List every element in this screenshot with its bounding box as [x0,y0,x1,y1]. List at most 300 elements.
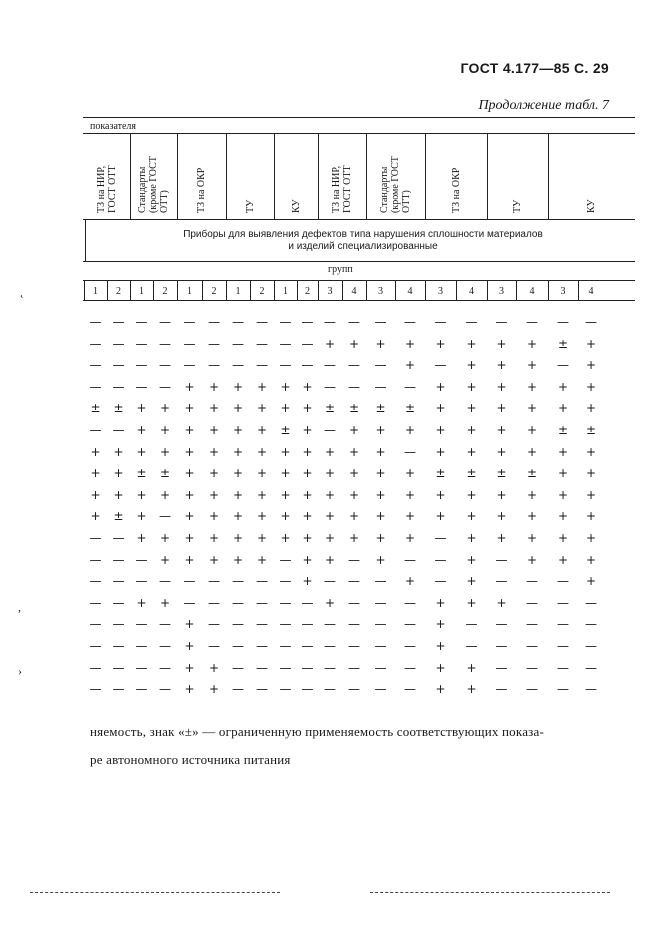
table-cell: + [184,509,195,524]
table-cell: + [526,487,538,502]
table-cell: — [465,315,478,329]
group-number: 3 [438,286,443,297]
table-cell: + [208,660,220,675]
table-cell: — [208,595,220,610]
table-cell: + [324,336,336,351]
table-cell: — [557,682,569,697]
group-column-divider [318,281,319,300]
table-cell: + [557,509,569,524]
table-cell: — [557,660,569,675]
table-cell: + [90,509,101,524]
table-cell: + [208,444,220,459]
table-cell: — [526,682,538,697]
table-cell: + [324,466,336,481]
table-cell: — [232,358,244,373]
doc-column-divider [487,133,488,219]
table-cell: + [466,595,477,610]
table-cell: — [89,315,102,329]
table-cell: — [585,595,597,610]
table-cell: + [256,401,268,416]
table-cell: + [526,379,538,394]
table-cell: — [256,617,268,632]
table-cell: — [434,574,447,589]
table-cell: + [232,487,244,502]
table-cell: + [435,660,446,675]
table-cell: — [301,617,314,632]
table-cell: + [526,401,538,416]
table-cell: + [375,531,386,545]
table-cell: + [585,401,597,416]
table-cell: + [324,487,336,502]
table-cell: + [585,379,597,394]
table-cell: — [348,682,360,697]
group-column-divider [274,281,275,300]
table-cell: + [280,401,291,416]
footnote-line2: ре автономного источника питания [90,752,291,767]
table-cell: — [135,336,148,351]
table-cell: + [348,444,360,459]
table-cell: — [557,315,569,329]
table-cell: + [184,682,195,697]
table-cell: + [435,444,446,459]
table-cell: — [135,660,148,675]
table-continuation-label: Продолжение табл. 7 [478,98,609,113]
table-cell: — [112,595,125,610]
header-rule [83,133,635,134]
table-cell: + [496,444,507,459]
table-cell: — [159,315,171,329]
group-column-divider [548,281,549,300]
groups-rule [83,280,635,281]
table-cell: + [302,487,313,502]
group-number: 4 [469,286,474,297]
table-cell: ± [375,401,386,416]
group-column-divider [107,281,108,300]
table-cell: + [526,336,538,351]
table-cell: + [526,552,538,567]
table-cell: — [89,552,102,567]
table-cell: + [435,401,446,416]
table-cell: — [557,639,569,653]
table-cell: — [89,660,102,675]
table-cell: ± [526,466,538,481]
table-cell: + [184,487,195,502]
table-cell: — [159,660,171,675]
table-cell: + [280,487,291,502]
table-cell: + [435,379,446,394]
table-cell: + [466,358,477,373]
doc-column-divider [226,133,227,219]
table-cell: + [375,423,386,437]
table-cell: ± [348,401,360,416]
table-cell: + [404,531,416,545]
table-cell: — [301,660,314,675]
table-cell: + [184,552,195,567]
table-cell: — [89,639,102,653]
doc-column-divider [425,133,426,219]
table-cell: + [184,379,195,394]
table-cell: + [348,336,360,351]
table-cell: — [159,682,171,697]
table-cell: — [526,660,538,675]
table-cell: + [496,531,507,545]
table-cell: + [496,336,507,351]
footnote-line1: няемость, знак «±» — ограниченную применяемость соответствующих показа- [90,724,545,739]
table-cell: ± [280,423,291,437]
table-cell: — [135,358,148,373]
table-cell: — [348,358,360,373]
table-cell: — [404,595,416,610]
table-cell: — [279,358,292,373]
table-cell: ± [324,401,336,416]
table-cell: — [348,552,360,567]
table-cell: — [135,639,148,653]
table-cell: + [208,682,220,697]
table-cell: — [526,574,538,589]
table-cell: — [232,315,244,329]
table-cell: — [526,639,538,653]
table-cell: + [466,509,477,524]
table-cell: ± [90,401,101,416]
table-cell: + [302,531,313,545]
table-cell: + [585,574,597,589]
table-cell: + [256,379,268,394]
table-cell: + [557,444,569,459]
table-cell: + [136,423,147,437]
table-cell: — [89,336,102,351]
table-cell: + [302,552,313,567]
table-cell: + [232,401,244,416]
table-cell: — [495,660,508,675]
table-cell: — [374,574,387,589]
table-cell: + [375,552,386,567]
table-cell: — [557,617,569,632]
table-cell: — [374,639,387,653]
table-cell: — [232,617,244,632]
table-cell: — [183,336,196,351]
table-cell: — [112,639,125,653]
table-cell: + [208,466,220,481]
table-cell: + [466,531,477,545]
table-cell: + [404,358,416,373]
table-cell: + [208,487,220,502]
table-cell: + [526,531,538,545]
table-cell: + [232,466,244,481]
group-column-divider [84,281,85,300]
table-cell: + [232,379,244,394]
table-cell: — [279,682,292,697]
doc-column-header: ТЗ на ОКР [196,167,207,213]
table-cell: — [256,595,268,610]
table-cell: — [159,639,171,653]
table-cell: — [89,574,102,589]
table-cell: — [208,336,220,351]
table-cell: — [112,315,125,329]
table-cell: + [232,552,244,567]
table-cell: — [256,660,268,675]
table-cell: — [279,574,292,589]
section-title-line1: Приборы для выявления дефектов типа нарушения сплошности материалов [183,229,543,240]
table-cell: — [208,639,220,653]
table-cell: — [135,617,148,632]
table-cell: — [557,358,569,373]
table-cell: + [256,552,268,567]
table-cell: + [348,466,360,481]
table-cell: + [466,552,477,567]
table-cell: + [466,401,477,416]
table-cell: — [232,682,244,697]
table-cell: — [324,617,336,632]
table-cell: + [280,379,291,394]
table-cell: — [585,660,597,675]
table-cell: — [256,682,268,697]
table-cell: — [159,336,171,351]
table-cell: + [184,466,195,481]
table-cell: — [301,358,314,373]
group-column-divider [226,281,227,300]
table-cell: — [112,423,125,437]
table-cell: — [495,639,508,653]
group-number: 4 [407,286,413,297]
table-cell: — [89,682,102,697]
title-bottom-rule [83,261,635,262]
table-cell: ± [466,466,477,481]
table-cell: — [159,379,171,394]
table-cell: — [89,595,102,610]
table-cell: — [279,315,292,329]
table-cell: — [404,682,416,697]
table-cell: + [585,509,597,524]
table-cell: + [136,444,147,459]
table-cell: + [466,682,477,697]
table-cell: — [404,552,416,567]
doc-column-divider [318,133,319,219]
table-cell: — [183,574,196,589]
table-cell: + [324,509,336,524]
table-cell: + [280,531,291,545]
table-cell: + [256,423,268,437]
table-cell: — [135,682,148,697]
table-cell: — [434,552,447,567]
table-cell: ± [435,466,446,481]
table-cell: + [435,336,446,351]
table-top-rule [83,117,635,118]
table-cell: ± [159,466,171,481]
table-cell: — [374,595,387,610]
table-cell: — [324,379,336,394]
doc-column-header: ТЗ на НИР, ГОСТ ОТТ [331,165,353,213]
table-cell: — [89,379,102,394]
table-cell: + [208,423,220,437]
table-cell: + [90,466,101,481]
table-cell: + [585,336,597,351]
group-column-divider [202,281,203,300]
table-cell: + [526,509,538,524]
group-number: 1 [235,286,241,297]
scan-artifact [370,892,610,893]
group-number: 2 [162,286,168,297]
table-cell: — [404,660,416,675]
table-cell: — [348,379,360,394]
table-cell: + [256,509,268,524]
table-cell: + [404,487,416,502]
table-cell: — [324,423,336,437]
group-number: 4 [588,286,594,297]
table-cell: + [557,487,569,502]
group-column-divider [250,281,251,300]
table-cell: + [159,595,171,610]
table-cell: — [495,315,508,329]
group-number: 1 [93,286,98,297]
table-cell: + [208,509,220,524]
table-cell: + [585,531,597,545]
table-cell: — [89,531,102,545]
table-cell: + [585,358,597,373]
table-cell: + [324,444,336,459]
table-cell: + [375,487,386,502]
table-cell: — [112,379,125,394]
table-cell: ± [557,336,569,351]
margin-mark: › [18,664,22,678]
table-cell: + [208,401,220,416]
group-number: 4 [351,286,357,297]
table-cell: — [374,660,387,675]
page-header-code: ГОСТ 4.177—85 С. 29 [460,60,609,76]
table-cell: + [466,336,477,351]
table-cell: + [302,509,313,524]
table-cell: — [465,639,478,653]
group-number: 3 [560,286,566,297]
table-cell: + [324,531,336,545]
table-cell: + [404,336,416,351]
table-cell: + [496,487,507,502]
table-cell: — [135,574,148,589]
table-cell: — [348,315,360,329]
table-cell: — [279,336,292,351]
table-cell: + [496,595,507,610]
table-cell: + [435,487,446,502]
table-cell: — [348,574,360,589]
table-cell: — [495,617,508,632]
table-cell: + [526,423,538,437]
table-cell: + [232,531,244,545]
table-cell: + [90,444,101,459]
doc-column-header: Стандарты (кроме ГОСТ ОТТ) [137,156,170,213]
table-cell: — [279,617,292,632]
table-cell: — [112,358,125,373]
table-cell: + [585,466,597,481]
table-cell: + [136,509,147,524]
table-cell: + [375,466,386,481]
table-cell: ± [496,466,507,481]
table-cell: — [495,574,508,589]
table-cell: + [585,487,597,502]
table-cell: — [159,617,171,632]
table-cell: ± [585,423,597,437]
table-cell: — [256,574,268,589]
doc-column-header: ТУ [512,199,523,213]
table-cell: — [183,315,196,329]
table-cell: — [526,315,538,329]
table-cell: — [135,315,148,329]
table-cell: + [90,487,101,502]
table-cell: — [301,315,314,329]
table-cell: — [256,336,268,351]
table-cell: — [404,315,416,329]
table-cell: — [348,639,360,653]
table-cell: + [136,487,147,502]
table-cell: — [324,682,336,697]
table-cell: — [404,617,416,632]
table-cell: — [232,660,244,675]
table-cell: + [348,531,360,545]
group-column-divider [153,281,154,300]
table-cell: + [435,639,446,653]
header-bottom-rule [83,219,635,220]
table-cell: — [301,595,314,610]
table-cell: — [232,639,244,653]
table-cell: + [232,509,244,524]
table-cell: + [557,552,569,567]
group-number: 1 [283,286,288,297]
margin-mark: , [18,600,21,614]
table-cell: — [585,315,597,329]
table-cell: — [374,682,387,697]
table-cell: — [404,379,416,394]
table-cell: — [135,552,148,567]
table-cell: + [435,595,446,610]
table-cell: + [348,509,360,524]
table-cell: + [585,552,597,567]
table-cell: + [466,423,477,437]
table-cell: + [184,617,195,632]
table-cell: + [435,509,446,524]
group-column-divider [456,281,457,300]
table-cell: — [434,315,447,329]
table-cell: — [495,552,508,567]
table-cell: + [557,466,569,481]
table-cell: — [324,358,336,373]
table-cell: + [159,552,171,567]
table-cell: + [496,423,507,437]
table-cell: — [348,595,360,610]
table-cell: + [585,444,597,459]
group-number: 1 [139,286,144,297]
table-cell: + [375,444,386,459]
table-cell: + [302,466,313,481]
table-cell: — [279,595,292,610]
table-cell: — [557,574,569,589]
group-number: 1 [187,286,192,297]
table-cell: — [112,660,125,675]
table-cell: — [324,660,336,675]
table-cell: — [279,639,292,653]
table-cell: + [256,487,268,502]
table-cell: — [279,552,292,567]
table-cell: + [280,444,291,459]
table-cell: + [496,401,507,416]
table-cell: + [184,423,195,437]
table-cell: + [136,531,147,545]
table-cell: + [184,401,195,416]
group-number: 3 [499,286,504,297]
table-cell: + [348,423,360,437]
top-label: показателя [90,121,137,132]
table-cell: + [404,509,416,524]
table-cell: — [557,595,569,610]
title-left-rule [85,219,86,261]
table-cell: — [374,358,387,373]
